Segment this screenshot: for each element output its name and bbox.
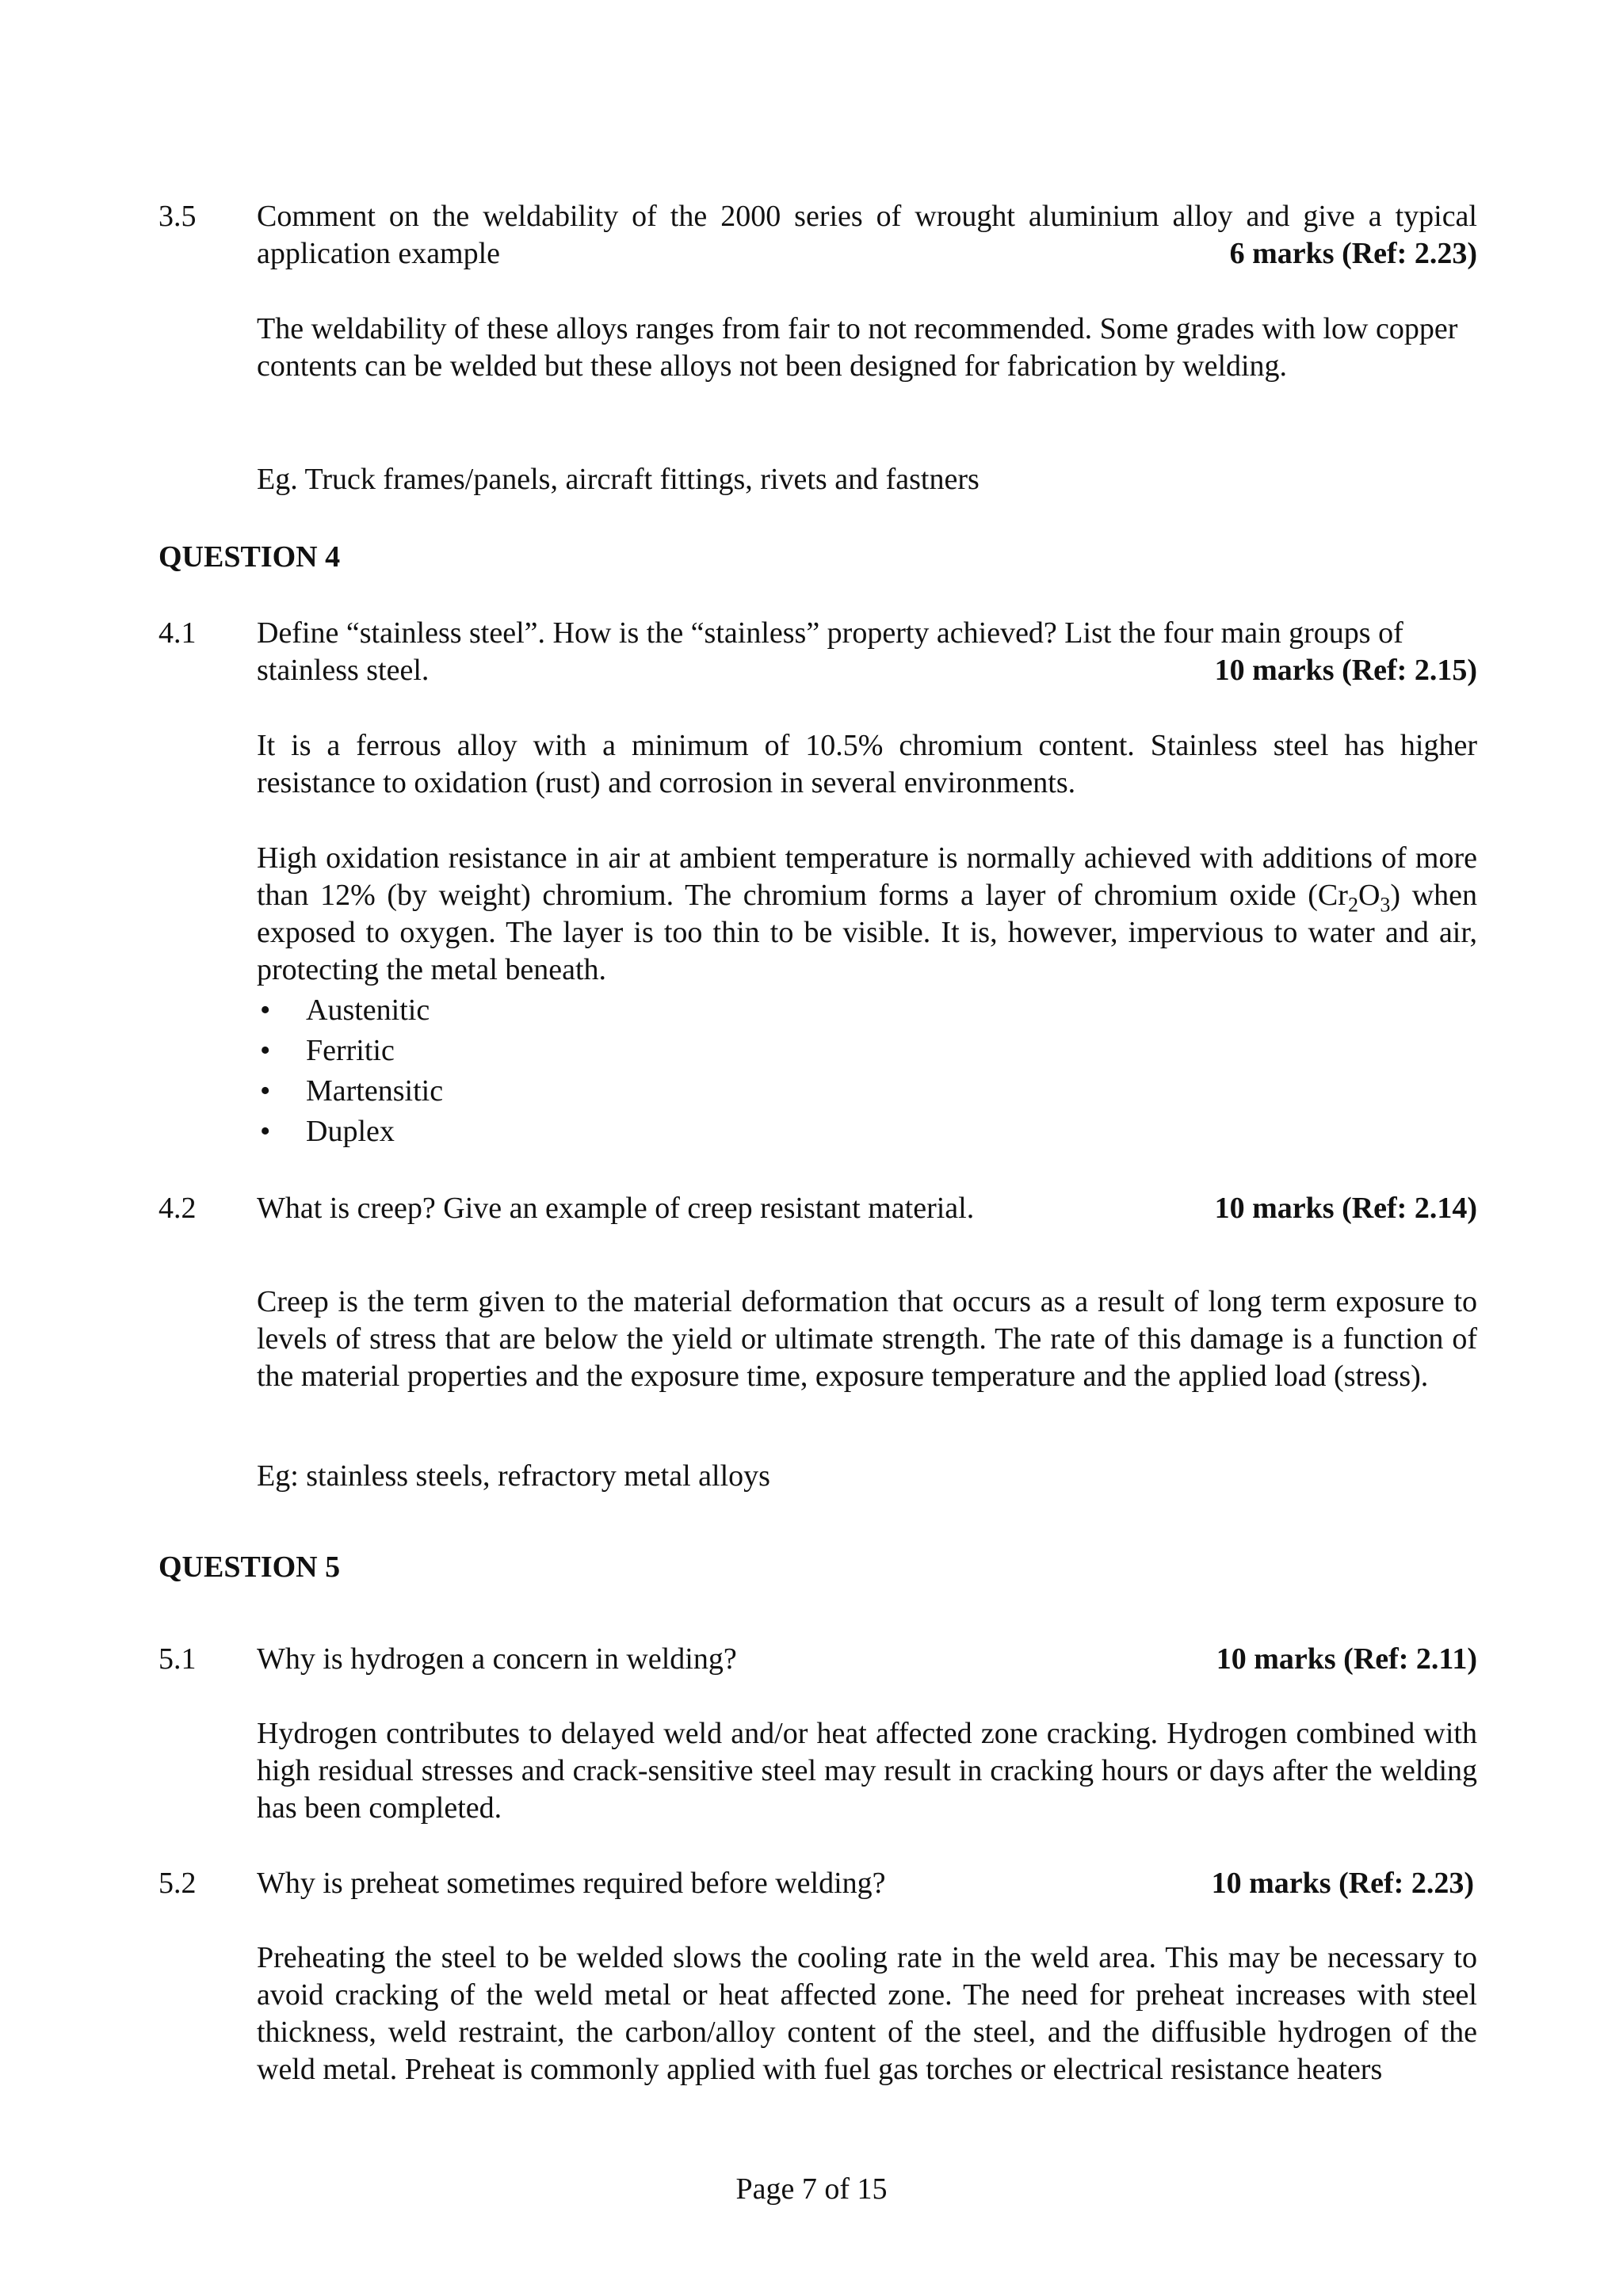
answer-5-2-paragraph-1: Preheating the steel to be welded slows the cooling rate in the weld area. This may be necessary to avoid cracking of the weld metal or heat affected zone. The need for preheat increases with steel thickness, weld restraint, the carbon/alloy content of the steel, and the diffusible hydrogen of the weld metal. Preheat is commonly applied with fuel gas torches or electrical resistance heaters bbox=[257, 1941, 1477, 2086]
answer-3-5-paragraph-1: The weldability of these alloys ranges from fair to not recommended. Some grades with low copper contents can be welded but these alloys not been designed for fabrication by welding. bbox=[257, 312, 1458, 383]
chromium-oxide-oxygen: O bbox=[1358, 879, 1381, 912]
question-number-5-1: 5.1 bbox=[158, 1642, 197, 1676]
question-5-heading: QUESTION 5 bbox=[158, 1550, 341, 1584]
list-item bbox=[257, 990, 443, 1031]
question-4-heading: QUESTION 4 bbox=[158, 540, 341, 574]
list-item-label: Duplex bbox=[306, 1115, 395, 1148]
answer-3-5-paragraph-2: Eg. Truck frames/panels, aircraft fittings, rivets and fastners bbox=[257, 463, 980, 496]
bullet-icon: • bbox=[260, 1115, 271, 1148]
question-4-1-prompt: Define “stainless steel”. How is the “stainless” property achieved? List the four main groups of stainless steel. bbox=[257, 616, 1403, 687]
bullet-icon: • bbox=[260, 1034, 271, 1067]
answer-4-2-paragraph-2: Eg: stainless steels, refractory metal alloys bbox=[257, 1459, 770, 1493]
question-5-2-prompt: Why is preheat sometimes required before welding? bbox=[257, 1867, 886, 1900]
question-5-2-marks: 10 marks (Ref: 2.23) bbox=[1211, 1867, 1474, 1900]
answer-4-1-paragraph-2 bbox=[257, 840, 1477, 989]
chromium-oxide-subscript-3: 3 bbox=[1380, 893, 1391, 917]
list-item-label: Austenitic bbox=[306, 994, 430, 1027]
answer-4-2-paragraph-1: Creep is the term given to the material deformation that occurs as a result of long term exposure to levels of stress that are below the yield or ultimate strength. The rate of this damage is a function of the material properties and the exposure time, exposure temperature and the applied load (stress). bbox=[257, 1285, 1477, 1393]
question-number-5-2: 5.2 bbox=[158, 1867, 197, 1900]
question-4-2-marks: 10 marks (Ref: 2.14) bbox=[1214, 1192, 1477, 1225]
list-item-label: Martensitic bbox=[306, 1074, 444, 1108]
answer-4-1-p2-part-b: ) when exposed to oxygen. The layer is too thin to be visible. It is, however, impervious to water and air, protecting the metal beneath. bbox=[257, 879, 1478, 986]
bullet-icon: • bbox=[260, 994, 271, 1027]
list-item bbox=[257, 1112, 443, 1152]
question-4-1-marks: 10 marks (Ref: 2.15) bbox=[1214, 654, 1477, 687]
answer-5-1-paragraph-1: Hydrogen contributes to delayed weld and/or heat affected zone cracking. Hydrogen combined with high residual stresses and crack-sensitive steel may result in cracking hours or days after the welding has been completed. bbox=[257, 1717, 1477, 1825]
bullet-icon: • bbox=[260, 1074, 271, 1108]
list-item bbox=[257, 1031, 443, 1071]
answer-4-1-p2-part-a: High oxidation resistance in air at ambient temperature is normally achieved with additions of more than 12% (by weight) chromium. The chromium forms a layer of chromium oxide (Cr bbox=[257, 841, 1477, 912]
question-5-1-marks: 10 marks (Ref: 2.11) bbox=[1216, 1642, 1477, 1676]
answer-4-1-paragraph-1: It is a ferrous alloy with a minimum of 10.5% chromium content. Stainless steel has higher resistance to oxidation (rust) and corrosion in several environments. bbox=[257, 729, 1477, 799]
list-item bbox=[257, 1071, 443, 1112]
question-4-2-prompt: What is creep? Give an example of creep resistant material. bbox=[257, 1192, 975, 1225]
question-5-1-prompt: Why is hydrogen a concern in welding? bbox=[257, 1642, 737, 1676]
question-3-5-marks: 6 marks (Ref: 2.23) bbox=[1229, 237, 1477, 270]
question-number-4-2: 4.2 bbox=[158, 1192, 197, 1225]
chromium-oxide-subscript-2: 2 bbox=[1347, 893, 1358, 917]
stainless-steel-groups-list bbox=[257, 990, 443, 1152]
list-item-label: Ferritic bbox=[306, 1034, 395, 1067]
question-number-4-1: 4.1 bbox=[158, 616, 197, 650]
question-number-3-5: 3.5 bbox=[158, 200, 197, 233]
question-3-5-prompt: Comment on the weldability of the 2000 series of wrought aluminium alloy and give a typical application example bbox=[257, 200, 1477, 270]
page-number-footer: Page 7 of 15 bbox=[735, 2172, 888, 2206]
